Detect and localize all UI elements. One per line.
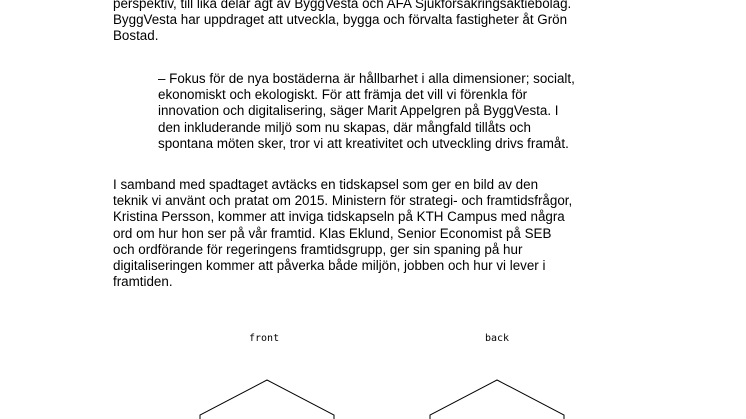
text-line: – Fokus för de nya bostäderna är hållbarhet i alla dimensioner; socialt, <box>158 71 575 86</box>
paragraph-ownership <box>113 0 571 45</box>
front-box-roof <box>200 380 334 419</box>
text-line: innovation och digitalisering, säger Marit Appelgren på ByggVesta. I <box>158 103 559 119</box>
quote-block <box>158 71 575 152</box>
text-line: den inkluderande miljö som nu skapas, där mångfald tillåts och <box>158 119 531 135</box>
text-line: Bostad. <box>113 28 159 44</box>
text-line: Kristina Persson, kommer att inviga tidskapseln på KTH Campus med några <box>113 209 565 225</box>
paragraph-time-capsule <box>113 177 572 290</box>
text-line: framtiden. <box>113 274 173 290</box>
text-line: och ordförande för regeringens framtidsgrupp, ger sin spaning på hur <box>113 241 523 257</box>
back-box-roof <box>430 380 564 419</box>
text-line: teknik vi använt och pratat om 2015. Ministern för strategi- och framtidsfrågor, <box>113 193 573 209</box>
text-line: ekonomiskt och ekologiskt. För att främja det vill vi förenkla för <box>158 87 528 103</box>
front-label: front <box>249 333 280 344</box>
text-line: spontana möten sker, tror vi att kreativitet och utveckling drivs framåt. <box>158 135 569 151</box>
text-line: ord om hur hon ser på vår framtid. Klas Eklund, Senior Economist på SEB <box>113 225 552 241</box>
text-line: ByggVesta har uppdraget att utveckla, bygga och förvalta fastigheter åt Grön <box>113 12 568 28</box>
text-line: perspektiv, till lika delar ägt av ByggVesta och AFA Sjukförsäkringsaktiebolag. <box>113 0 572 11</box>
back-box-diagram <box>426 376 576 419</box>
back-label: back <box>485 333 510 344</box>
text-line: I samband med spadtaget avtäcks en tidskapsel som ger en bild av den <box>113 177 539 192</box>
text-line: digitaliseringen kommer att påverka både miljön, jobben och hur vi lever i <box>113 258 546 274</box>
front-box-diagram <box>196 376 346 419</box>
